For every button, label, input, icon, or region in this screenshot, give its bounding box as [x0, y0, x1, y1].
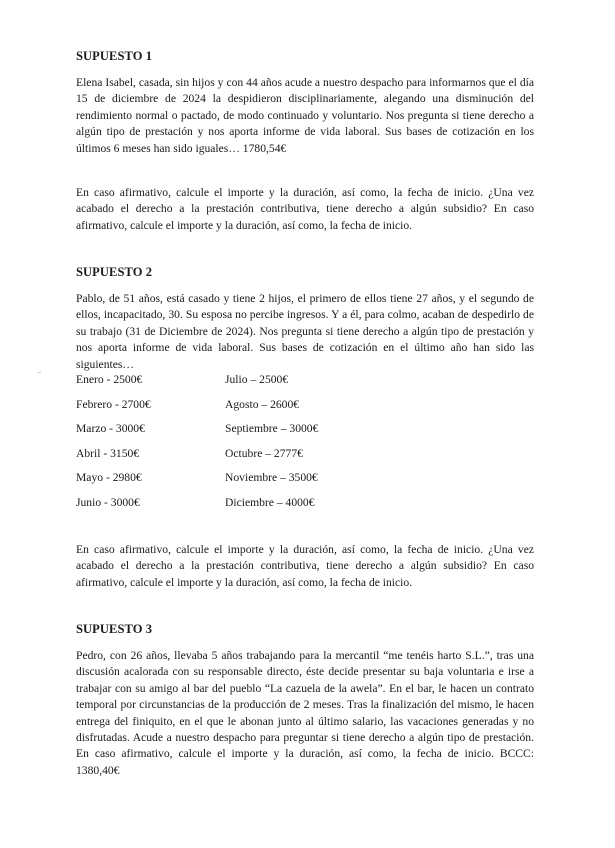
- supuesto-2-title: SUPUESTO 2: [76, 265, 153, 279]
- cotizacion-row: [76, 398, 376, 423]
- cotizacion-month-left: Mayo - 2980€: [76, 471, 142, 485]
- supuesto-3-title: SUPUESTO 3: [76, 622, 153, 636]
- cotizacion-month-left: Marzo - 3000€: [76, 422, 145, 436]
- supuesto-1-title: SUPUESTO 1: [76, 49, 153, 63]
- cotizacion-month-right: Noviembre – 3500€: [225, 471, 318, 485]
- cotizacion-month-left: Febrero - 2700€: [76, 397, 151, 411]
- cotizacion-month-left: Abril - 3150€: [76, 446, 140, 460]
- supuesto-3-section: [76, 622, 534, 779]
- supuesto-1-question: En caso afirmativo, calcule el importe y la duración, así como, la fecha de inicio. ¿Una vez acabado el derecho a la prestación contributiva, tiene derecho a algún subsidio? En caso afirmativo, calcule el importe y la duración, así como, la fecha de inicio.: [76, 186, 534, 232]
- cotizacion-row: [76, 373, 376, 398]
- cotizacion-month-right: Diciembre – 4000€: [225, 495, 315, 509]
- cotizacion-month-left: Junio - 3000€: [76, 495, 140, 509]
- supuesto-3-body: Pedro, con 26 años, llevaba 5 años trabajando para la mercantil “me tenéis harto S.L.”, tras una discusión acalorada con su responsable directo, éste decide presentar su baja voluntaria e irse a trabajar con su amigo al bar del pueblo “La cazuela de la awela”. En el bar, le hacen un contrato temporal por circunstancias de la producción de 2 meses. Tras la finalización del mismo, le hacen entrega del finiquito, en el que le abonan junto al último salario, las vacaciones generadas y no disfrutadas. Acude a nuestro despacho para preguntar si tiene derecho a algún tipo de prestación. En caso afirmativo, calcule el importe y la duración, así como, la fecha de inicio. BCCC: 1380,40€: [76, 649, 534, 777]
- supuesto-1-question-section: [76, 185, 534, 234]
- supuesto-2-body: Pablo, de 51 años, está casado y tiene 2 hijos, el primero de ellos tiene 27 años, y el segundo de ellos, incapacitado, 30. Su esposa no percibe ingresos. Y a él, para colmo, acaban de despedirlo de su trabajo (31 de Diciembre de 2024). Nos pregunta si tiene derecho a algún tipo de prestación y nos aporta informe de vida laboral. Sus bases de cotización en el último año han sido las siguientes…: [76, 292, 534, 371]
- supuesto-2-question: En caso afirmativo, calcule el importe y la duración, así como, la fecha de inicio. ¿Una vez acabado el derecho a la prestación contributiva, tiene derecho a algún subsidio? En caso afirmativo, calcule el importe y la duración, así como, la fecha de inicio.: [76, 543, 534, 589]
- cotizacion-month-left: Enero - 2500€: [76, 373, 143, 386]
- cotizacion-row: [76, 422, 376, 447]
- cotizacion-month-right: Julio – 2500€: [225, 373, 289, 386]
- cotizacion-month-right: Octubre – 2777€: [225, 446, 303, 460]
- supuesto-1-body: Elena Isabel, casada, sin hijos y con 44 años acude a nuestro despacho para informarnos que el día 15 de diciembre de 2024 la despidieron disciplinariamente, alegando una disminución del rendimiento normal o pactado, de modo continuado y voluntario. Nos pregunta si tiene derecho a algún tipo de prestación y nos aporta informe de vida laboral. Sus bases de cotización en los últimos 6 meses han sido iguales… 1780,54€: [76, 76, 534, 155]
- supuesto-2-question-section: [76, 542, 534, 591]
- cotizacion-month-right: Agosto – 2600€: [225, 397, 300, 411]
- scan-margin-mark: [38, 372, 41, 373]
- cotizacion-month-right: Septiembre – 3000€: [225, 422, 319, 436]
- cotizacion-row: [76, 496, 376, 521]
- supuesto-1-section: [76, 49, 534, 157]
- supuesto-2-section: [76, 265, 534, 373]
- cotizacion-row: [76, 471, 376, 496]
- cotizacion-row: [76, 447, 376, 472]
- cotizacion-bases-list: [76, 373, 376, 521]
